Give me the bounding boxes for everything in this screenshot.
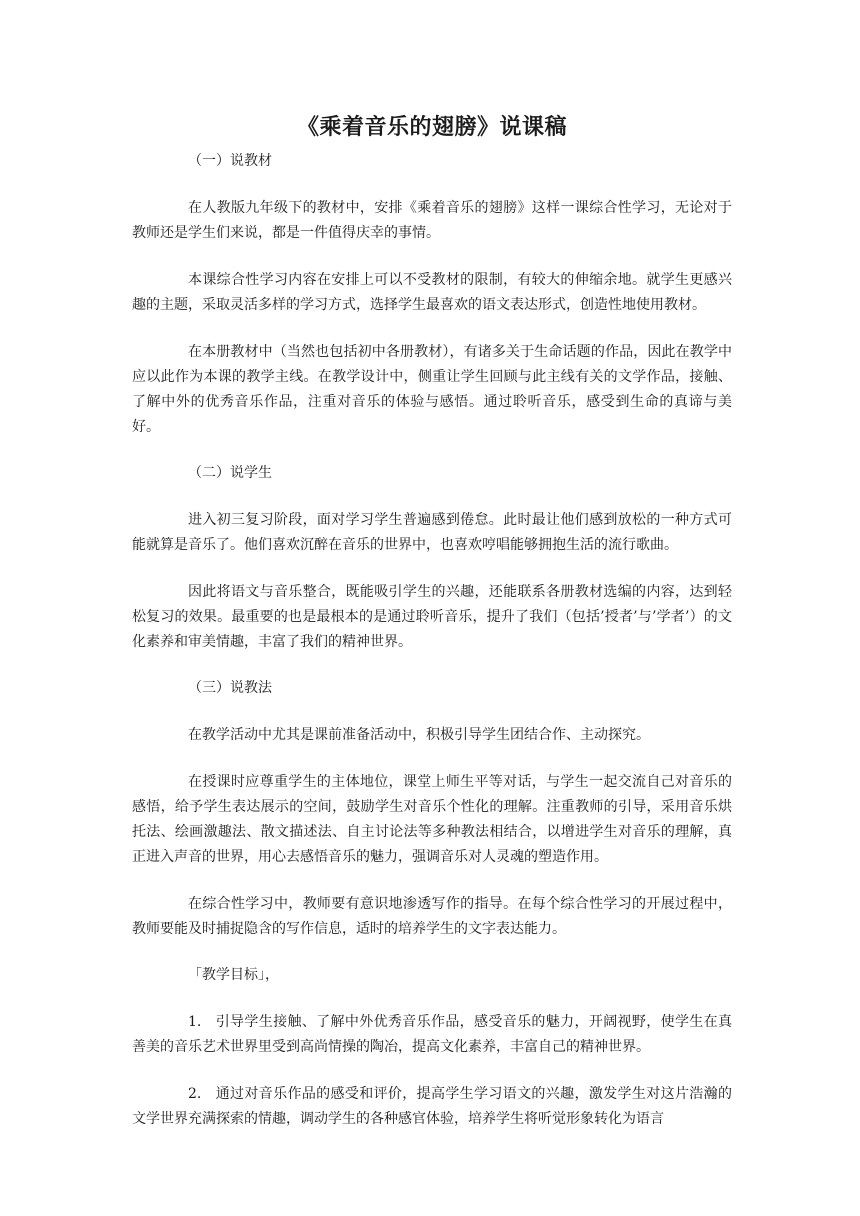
goal-text: 引导学生接触、了解中外优秀音乐作品，感受音乐的魅力，开阔视野，使学生在真善美的音乐艺术世界里受到高尚情操的陶冶，提高文化素养，丰富自己的精神世界。 <box>132 1014 732 1055</box>
goal-text: 通过对音乐作品的感受和评价，提高学生学习语文的兴趣，激发学生对这片浩瀚的文学世界充满探索的情趣，调动学生的各种感官体验，培养学生将听觉形象转化为语言 <box>132 1086 732 1127</box>
paragraph: 本课综合性学习内容在安排上可以不受教材的限制，有较大的伸缩余地。就学生更感兴趣的主题，采取灵活多样的学习方式，选择学生最喜欢的语文表达形式，创造性地使用教材。 <box>132 272 732 313</box>
section-heading-students: （二）说学生 <box>188 465 272 481</box>
section-heading-methods: （三）说教法 <box>188 680 272 696</box>
section-heading-goals: 「教学目标」， <box>188 967 279 983</box>
section-heading-textbook: （一）说教材 <box>188 153 272 169</box>
paragraph: 进入初三复习阶段，面对学习学生普遍感到倦怠。此时最让他们感到放松的一种方式可能就算是音乐了。他们喜欢沉醉在音乐的世界中，也喜欢哼唱能够拥抱生活的流行歌曲。 <box>132 512 732 553</box>
goal-number: 2. <box>188 1086 202 1102</box>
goal-item <box>132 1082 732 1132</box>
paragraph: 在授课时应尊重学生的主体地位，课堂上师生平等对话，与学生一起交流自己对音乐的感悟，给予学生表达展示的空间，鼓励学生对音乐个性化的理解。注重教师的引导，采用音乐烘托法、绘画激趣法、散文描述法、自主讨论法等多种教法相结合，以增进学生对音乐的理解，真正进入声音的世界，用心去感悟音乐的魅力，强调音乐对人灵魂的塑造作用。 <box>132 774 732 865</box>
paragraph: 在综合性学习中，教师要有意识地渗透写作的指导。在每个综合性学习的开展过程中，教师要能及时捕捉隐含的写作信息，适时的培养学生的文字表达能力。 <box>132 896 732 937</box>
goal-item <box>132 1010 732 1060</box>
document-title: 《乘着音乐的翅膀》说课稿 <box>296 114 567 140</box>
goal-number: 1. <box>188 1014 202 1030</box>
document-page <box>132 112 732 1154</box>
paragraph: 在本册教材中（当然也包括初中各册教材），有诸多关于生命话题的作品，因此在教学中应以此作为本课的教学主线。在教学设计中，侧重让学生回顾与此主线有关的文学作品，接触、了解中外的优秀音乐作品，注重对音乐的体验与感悟。通过聆听音乐，感受到生命的真谛与美好。 <box>132 344 732 435</box>
paragraph: 在人教版九年级下的教材中，安排《乘着音乐的翅膀》这样一课综合性学习，无论对于教师还是学生们来说，都是一件值得庆幸的事情。 <box>132 200 732 241</box>
paragraph: 在教学活动中尤其是课前准备活动中，积极引导学生团结合作、主动探究。 <box>188 727 650 743</box>
paragraph: 因此将语文与音乐整合，既能吸引学生的兴趣，还能联系各册教材选编的内容，达到轻松复习的效果。最重要的也是最根本的是通过聆听音乐，提升了我们（包括’授者’与’学者’）的文化素养和审美情趣，丰富了我们的精神世界。 <box>132 584 732 650</box>
